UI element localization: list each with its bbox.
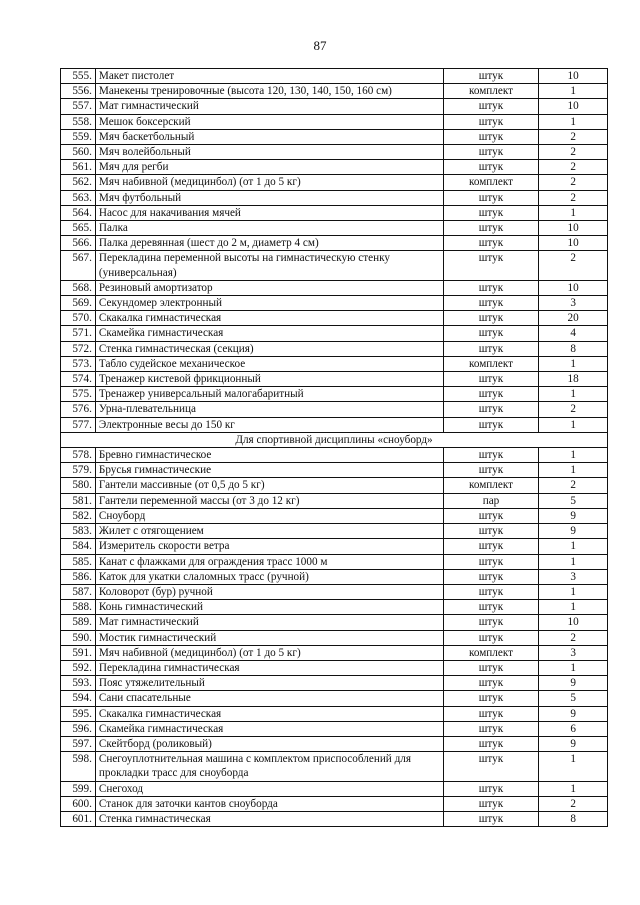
item-quantity: 1 bbox=[539, 463, 608, 478]
table-row bbox=[61, 402, 608, 417]
row-number: 588. bbox=[61, 600, 96, 615]
item-unit: штук bbox=[443, 554, 538, 569]
row-number: 591. bbox=[61, 645, 96, 660]
item-quantity: 10 bbox=[539, 615, 608, 630]
row-number: 594. bbox=[61, 691, 96, 706]
item-quantity: 1 bbox=[539, 539, 608, 554]
table-row bbox=[61, 615, 608, 630]
item-quantity: 10 bbox=[539, 99, 608, 114]
table-row bbox=[61, 584, 608, 599]
row-number: 565. bbox=[61, 221, 96, 236]
row-number: 600. bbox=[61, 796, 96, 811]
row-number: 573. bbox=[61, 356, 96, 371]
item-name: Манекены тренировочные (высота 120, 130, 140, 150, 160 см) bbox=[95, 84, 443, 99]
row-number: 593. bbox=[61, 676, 96, 691]
item-name: Конь гимнастический bbox=[95, 600, 443, 615]
item-name: Мешок боксерский bbox=[95, 114, 443, 129]
table-row bbox=[61, 539, 608, 554]
item-unit: штук bbox=[443, 221, 538, 236]
row-number: 598. bbox=[61, 752, 96, 781]
item-quantity: 9 bbox=[539, 736, 608, 751]
item-name: Стенка гимнастическая bbox=[95, 811, 443, 826]
row-number: 564. bbox=[61, 205, 96, 220]
item-quantity: 5 bbox=[539, 691, 608, 706]
item-unit: штук bbox=[443, 296, 538, 311]
row-number: 568. bbox=[61, 280, 96, 295]
table-row bbox=[61, 600, 608, 615]
table-row bbox=[61, 296, 608, 311]
row-number: 578. bbox=[61, 448, 96, 463]
item-unit: штук bbox=[443, 721, 538, 736]
item-quantity: 1 bbox=[539, 356, 608, 371]
item-unit: штук bbox=[443, 796, 538, 811]
item-name: Гантели переменной массы (от 3 до 12 кг) bbox=[95, 493, 443, 508]
item-unit: штук bbox=[443, 811, 538, 826]
row-number: 574. bbox=[61, 372, 96, 387]
item-name: Мат гимнастический bbox=[95, 615, 443, 630]
item-quantity: 2 bbox=[539, 478, 608, 493]
table-row bbox=[61, 326, 608, 341]
item-quantity: 9 bbox=[539, 706, 608, 721]
item-name: Канат с флажками для ограждения трасс 1000 м bbox=[95, 554, 443, 569]
item-quantity: 1 bbox=[539, 781, 608, 796]
item-name: Табло судейское механическое bbox=[95, 356, 443, 371]
table-row bbox=[61, 493, 608, 508]
item-unit: штук bbox=[443, 372, 538, 387]
item-name: Палка деревянная (шест до 2 м, диаметр 4 см) bbox=[95, 236, 443, 251]
table-row bbox=[61, 645, 608, 660]
item-name: Резиновый амортизатор bbox=[95, 280, 443, 295]
table-row bbox=[61, 311, 608, 326]
item-name: Стенка гимнастическая (секция) bbox=[95, 341, 443, 356]
row-number: 572. bbox=[61, 341, 96, 356]
row-number: 583. bbox=[61, 524, 96, 539]
row-number: 590. bbox=[61, 630, 96, 645]
item-unit: штук bbox=[443, 660, 538, 675]
table-row bbox=[61, 114, 608, 129]
table-row bbox=[61, 706, 608, 721]
item-name: Макет пистолет bbox=[95, 69, 443, 84]
item-quantity: 9 bbox=[539, 676, 608, 691]
table-row bbox=[61, 84, 608, 99]
item-name: Мяч волейбольный bbox=[95, 145, 443, 160]
item-unit: штук bbox=[443, 387, 538, 402]
table-row bbox=[61, 508, 608, 523]
row-number: 566. bbox=[61, 236, 96, 251]
row-number: 556. bbox=[61, 84, 96, 99]
item-name: Скейтборд (роликовый) bbox=[95, 736, 443, 751]
row-number: 562. bbox=[61, 175, 96, 190]
item-unit: штук bbox=[443, 99, 538, 114]
item-unit: комплект bbox=[443, 356, 538, 371]
item-unit: комплект bbox=[443, 645, 538, 660]
table-row bbox=[61, 236, 608, 251]
item-unit: штук bbox=[443, 190, 538, 205]
item-quantity: 3 bbox=[539, 296, 608, 311]
item-name: Измеритель скорости ветра bbox=[95, 539, 443, 554]
item-unit: штук bbox=[443, 417, 538, 432]
item-name: Мат гимнастический bbox=[95, 99, 443, 114]
item-unit: штук bbox=[443, 508, 538, 523]
item-unit: штук bbox=[443, 236, 538, 251]
item-unit: штук bbox=[443, 341, 538, 356]
item-name: Гантели массивные (от 0,5 до 5 кг) bbox=[95, 478, 443, 493]
item-unit: штук bbox=[443, 251, 538, 280]
row-number: 557. bbox=[61, 99, 96, 114]
item-quantity: 1 bbox=[539, 554, 608, 569]
row-number: 560. bbox=[61, 145, 96, 160]
row-number: 595. bbox=[61, 706, 96, 721]
item-quantity: 2 bbox=[539, 796, 608, 811]
item-name: Секундомер электронный bbox=[95, 296, 443, 311]
item-unit: штук bbox=[443, 691, 538, 706]
table-row bbox=[61, 660, 608, 675]
item-unit: штук bbox=[443, 615, 538, 630]
item-name: Мяч футбольный bbox=[95, 190, 443, 205]
item-quantity: 2 bbox=[539, 402, 608, 417]
item-unit: штук bbox=[443, 69, 538, 84]
item-name: Жилет с отягощением bbox=[95, 524, 443, 539]
row-number: 589. bbox=[61, 615, 96, 630]
item-name: Тренажер кистевой фрикционный bbox=[95, 372, 443, 387]
item-quantity: 1 bbox=[539, 584, 608, 599]
item-quantity: 1 bbox=[539, 660, 608, 675]
item-unit: штук bbox=[443, 463, 538, 478]
page-number: 87 bbox=[313, 38, 327, 53]
item-unit: штук bbox=[443, 160, 538, 175]
table-row bbox=[61, 387, 608, 402]
item-quantity: 1 bbox=[539, 114, 608, 129]
item-name: Станок для заточки кантов сноуборда bbox=[95, 796, 443, 811]
row-number: 586. bbox=[61, 569, 96, 584]
item-quantity: 1 bbox=[539, 448, 608, 463]
item-quantity: 10 bbox=[539, 69, 608, 84]
item-quantity: 10 bbox=[539, 236, 608, 251]
section-row-group bbox=[61, 432, 608, 447]
row-number: 555. bbox=[61, 69, 96, 84]
table-row bbox=[61, 417, 608, 432]
item-name: Тренажер универсальный малогабаритный bbox=[95, 387, 443, 402]
section-heading: Для спортивной дисциплины «сноуборд» bbox=[61, 432, 608, 447]
item-unit: комплект bbox=[443, 84, 538, 99]
table-row bbox=[61, 781, 608, 796]
item-unit: штук bbox=[443, 781, 538, 796]
row-number: 601. bbox=[61, 811, 96, 826]
row-number: 577. bbox=[61, 417, 96, 432]
item-unit: штук bbox=[443, 311, 538, 326]
item-quantity: 1 bbox=[539, 205, 608, 220]
item-quantity: 9 bbox=[539, 524, 608, 539]
section-heading-row bbox=[61, 432, 608, 447]
table-row bbox=[61, 448, 608, 463]
item-name: Скамейка гимнастическая bbox=[95, 326, 443, 341]
item-quantity: 8 bbox=[539, 811, 608, 826]
item-name: Скакалка гимнастическая bbox=[95, 706, 443, 721]
row-number: 579. bbox=[61, 463, 96, 478]
row-number: 567. bbox=[61, 251, 96, 280]
item-unit: штук bbox=[443, 584, 538, 599]
item-name: Насос для накачивания мячей bbox=[95, 205, 443, 220]
item-quantity: 18 bbox=[539, 372, 608, 387]
item-unit: штук bbox=[443, 326, 538, 341]
row-number: 570. bbox=[61, 311, 96, 326]
item-quantity: 2 bbox=[539, 251, 608, 280]
item-unit: штук bbox=[443, 539, 538, 554]
table-row bbox=[61, 569, 608, 584]
row-number: 563. bbox=[61, 190, 96, 205]
item-quantity: 9 bbox=[539, 508, 608, 523]
table-row bbox=[61, 721, 608, 736]
item-quantity: 20 bbox=[539, 311, 608, 326]
table-row bbox=[61, 524, 608, 539]
item-name: Коловорот (бур) ручной bbox=[95, 584, 443, 599]
item-name: Палка bbox=[95, 221, 443, 236]
item-quantity: 1 bbox=[539, 387, 608, 402]
item-unit: штук bbox=[443, 129, 538, 144]
item-name: Скакалка гимнастическая bbox=[95, 311, 443, 326]
row-number: 597. bbox=[61, 736, 96, 751]
item-name: Снегоуплотнительная машина с комплектом приспособлений для прокладки трасс для сноуборда bbox=[95, 752, 443, 781]
item-unit: штук bbox=[443, 448, 538, 463]
item-quantity: 2 bbox=[539, 160, 608, 175]
table-row bbox=[61, 221, 608, 236]
item-unit: штук bbox=[443, 752, 538, 781]
row-number: 581. bbox=[61, 493, 96, 508]
table-row bbox=[61, 145, 608, 160]
item-name: Мяч баскетбольный bbox=[95, 129, 443, 144]
table-row bbox=[61, 69, 608, 84]
table-row bbox=[61, 175, 608, 190]
item-quantity: 1 bbox=[539, 417, 608, 432]
item-name: Сноуборд bbox=[95, 508, 443, 523]
item-quantity: 6 bbox=[539, 721, 608, 736]
table-row bbox=[61, 554, 608, 569]
item-name: Пояс утяжелительный bbox=[95, 676, 443, 691]
item-name: Мяч для регби bbox=[95, 160, 443, 175]
row-number: 558. bbox=[61, 114, 96, 129]
item-unit: штук bbox=[443, 280, 538, 295]
item-name: Снегоход bbox=[95, 781, 443, 796]
table-row bbox=[61, 630, 608, 645]
item-unit: штук bbox=[443, 205, 538, 220]
equipment-table bbox=[60, 68, 608, 827]
item-unit: пар bbox=[443, 493, 538, 508]
item-unit: комплект bbox=[443, 478, 538, 493]
table-row bbox=[61, 251, 608, 280]
table-row bbox=[61, 752, 608, 781]
equipment-table-body-snowboard bbox=[61, 448, 608, 827]
item-quantity: 8 bbox=[539, 341, 608, 356]
row-number: 584. bbox=[61, 539, 96, 554]
item-name: Мостик гимнастический bbox=[95, 630, 443, 645]
item-quantity: 10 bbox=[539, 221, 608, 236]
item-name: Мяч набивной (медицинбол) (от 1 до 5 кг) bbox=[95, 175, 443, 190]
row-number: 575. bbox=[61, 387, 96, 402]
item-name: Перекладина переменной высоты на гимнастическую стенку (универсальная) bbox=[95, 251, 443, 280]
table-row bbox=[61, 356, 608, 371]
item-unit: штук bbox=[443, 145, 538, 160]
item-unit: штук bbox=[443, 630, 538, 645]
item-quantity: 2 bbox=[539, 630, 608, 645]
item-quantity: 2 bbox=[539, 190, 608, 205]
table-row bbox=[61, 463, 608, 478]
table-row bbox=[61, 99, 608, 114]
item-quantity: 1 bbox=[539, 752, 608, 781]
table-row bbox=[61, 190, 608, 205]
row-number: 559. bbox=[61, 129, 96, 144]
row-number: 576. bbox=[61, 402, 96, 417]
row-number: 596. bbox=[61, 721, 96, 736]
item-quantity: 4 bbox=[539, 326, 608, 341]
item-name: Скамейка гимнастическая bbox=[95, 721, 443, 736]
equipment-table-body-general bbox=[61, 69, 608, 433]
row-number: 580. bbox=[61, 478, 96, 493]
item-unit: штук bbox=[443, 114, 538, 129]
table-row bbox=[61, 372, 608, 387]
item-quantity: 5 bbox=[539, 493, 608, 508]
item-quantity: 2 bbox=[539, 175, 608, 190]
item-name: Брусья гимнастические bbox=[95, 463, 443, 478]
table-row bbox=[61, 129, 608, 144]
item-unit: штук bbox=[443, 676, 538, 691]
row-number: 561. bbox=[61, 160, 96, 175]
row-number: 585. bbox=[61, 554, 96, 569]
item-name: Урна-плевательница bbox=[95, 402, 443, 417]
item-unit: штук bbox=[443, 524, 538, 539]
item-quantity: 10 bbox=[539, 280, 608, 295]
item-unit: штук bbox=[443, 706, 538, 721]
table-row bbox=[61, 736, 608, 751]
item-quantity: 1 bbox=[539, 84, 608, 99]
table-row bbox=[61, 796, 608, 811]
row-number: 571. bbox=[61, 326, 96, 341]
table-row bbox=[61, 478, 608, 493]
row-number: 592. bbox=[61, 660, 96, 675]
table-row bbox=[61, 691, 608, 706]
table-row bbox=[61, 205, 608, 220]
item-name: Электронные весы до 150 кг bbox=[95, 417, 443, 432]
table-row bbox=[61, 160, 608, 175]
row-number: 569. bbox=[61, 296, 96, 311]
item-unit: штук bbox=[443, 402, 538, 417]
table-row bbox=[61, 676, 608, 691]
item-name: Каток для укатки слаломных трасс (ручной) bbox=[95, 569, 443, 584]
item-unit: комплект bbox=[443, 175, 538, 190]
item-quantity: 2 bbox=[539, 145, 608, 160]
row-number: 599. bbox=[61, 781, 96, 796]
item-unit: штук bbox=[443, 569, 538, 584]
item-name: Бревно гимнастическое bbox=[95, 448, 443, 463]
item-name: Сани спасательные bbox=[95, 691, 443, 706]
item-name: Мяч набивной (медицинбол) (от 1 до 5 кг) bbox=[95, 645, 443, 660]
table-row bbox=[61, 341, 608, 356]
item-quantity: 3 bbox=[539, 645, 608, 660]
item-quantity: 3 bbox=[539, 569, 608, 584]
row-number: 582. bbox=[61, 508, 96, 523]
item-quantity: 2 bbox=[539, 129, 608, 144]
item-quantity: 1 bbox=[539, 600, 608, 615]
table-row bbox=[61, 811, 608, 826]
item-name: Перекладина гимнастическая bbox=[95, 660, 443, 675]
item-unit: штук bbox=[443, 600, 538, 615]
row-number: 587. bbox=[61, 584, 96, 599]
item-unit: штук bbox=[443, 736, 538, 751]
table-row bbox=[61, 280, 608, 295]
